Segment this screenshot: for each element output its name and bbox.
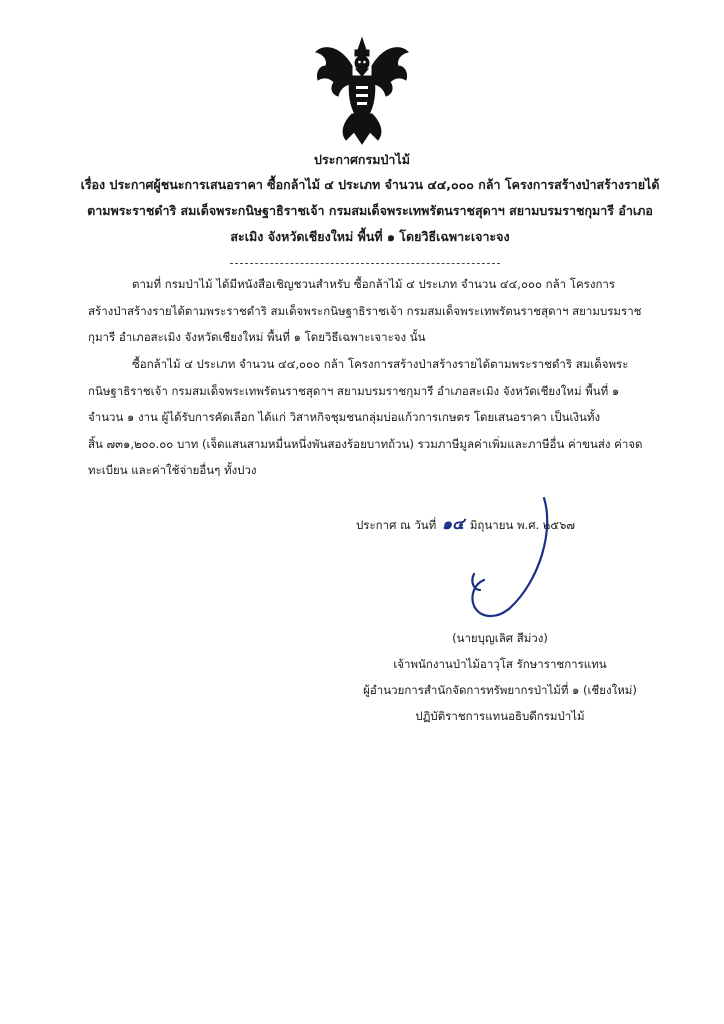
body-line: สิ้น ๗๓๑,๒๐๐.๐๐ บาท (เจ็ดแสนสามหมื่นหนึ่งพันสองร้อยบาทถ้วน) รวมภาษีมูลค่าเพิ่มและภาษีอื่น ค่าขนส่ง ค่าจด	[88, 436, 643, 451]
paragraph-2	[88, 351, 688, 484]
subject-heading	[70, 172, 670, 250]
body-line: สร้างป่าสร้างรายได้ตามพระราชดำริ สมเด็จพระกนิษฐาธิราชเจ้า กรมสมเด็จพระเทพรัตนราชสุดาฯ สยามบรมราช	[88, 303, 642, 318]
signatory-name: (นายบุญเลิศ สีม่วง)	[452, 631, 548, 645]
agency-title: ประกาศกรมป่าไม้	[314, 152, 410, 167]
subject-line: ตามพระราชดำริ สมเด็จพระกนิษฐาธิราชเจ้า กรมสมเด็จพระเทพรัตนราชสุดาฯ สยามบรมราชกุมารี อำเภอ	[87, 203, 653, 218]
signature-icon	[440, 490, 560, 630]
garuda-emblem-icon	[312, 36, 412, 148]
date-prefix: ประกาศ ณ วันที่	[356, 518, 437, 532]
body-line: ตามที่ กรมป่าไม้ ได้มีหนังสือเชิญชวนสำหรับ ซื้อกล้าไม้ ๔ ประเภท จำนวน ๔๔,๐๐๐ กล้า โครงการ	[132, 277, 616, 291]
date-day: ๑๔	[441, 514, 465, 533]
body-line: กนิษฐาธิราชเจ้า กรมสมเด็จพระเทพรัตนราชสุดาฯ สยามบรมราชกุมารี อำเภอสะเมิง จังหวัดเชียงใหม่ พื้นที่ ๑	[88, 383, 620, 398]
subject-line: เรื่อง ประกาศผู้ชนะการเสนอราคา ซื้อกล้าไม้ ๔ ประเภท จำนวน ๔๔,๐๐๐ กล้า โครงการสร้างป่าสร้างรายได้	[80, 177, 660, 192]
signatory-position: ผู้อำนวยการสำนักจัดการทรัพยากรป่าไม้ที่ ๑ (เชียงใหม่)	[363, 683, 637, 697]
subject-line: สะเมิง จังหวัดเชียงใหม่ พื้นที่ ๑ โดยวิธีเฉพาะเจาะจง	[230, 229, 510, 244]
body-line: จำนวน ๑ งาน ผู้ได้รับการคัดเลือก ได้แก่ วิสาหกิจชุมชนกลุ่มบ่อแก้วการเกษตร โดยเสนอราคา เป็นเงินทั้ง	[88, 410, 601, 424]
signatory-position: ปฏิบัติราชการแทนอธิบดีกรมป่าไม้	[415, 709, 585, 723]
signatory-position: เจ้าพนักงานป่าไม้อาวุโส รักษาราชการแทน	[393, 657, 607, 671]
body-line: ซื้อกล้าไม้ ๔ ประเภท จำนวน ๔๔,๐๐๐ กล้า โครงการสร้างป่าสร้างรายได้ตามพระราชดำริ สมเด็จพระ	[132, 357, 629, 371]
body-line: กุมารี อำเภอสะเมิง จังหวัดเชียงใหม่ พื้นที่ ๑ โดยวิธีเฉพาะเจาะจง นั้น	[88, 330, 426, 344]
date-suffix: มิถุนายน พ.ศ. ๒๕๖๗	[469, 518, 576, 532]
body-line: ทะเบียน และค่าใช้จ่ายอื่นๆ ทั้งปวง	[88, 463, 257, 477]
divider	[230, 263, 500, 264]
paragraph-1	[88, 271, 688, 351]
